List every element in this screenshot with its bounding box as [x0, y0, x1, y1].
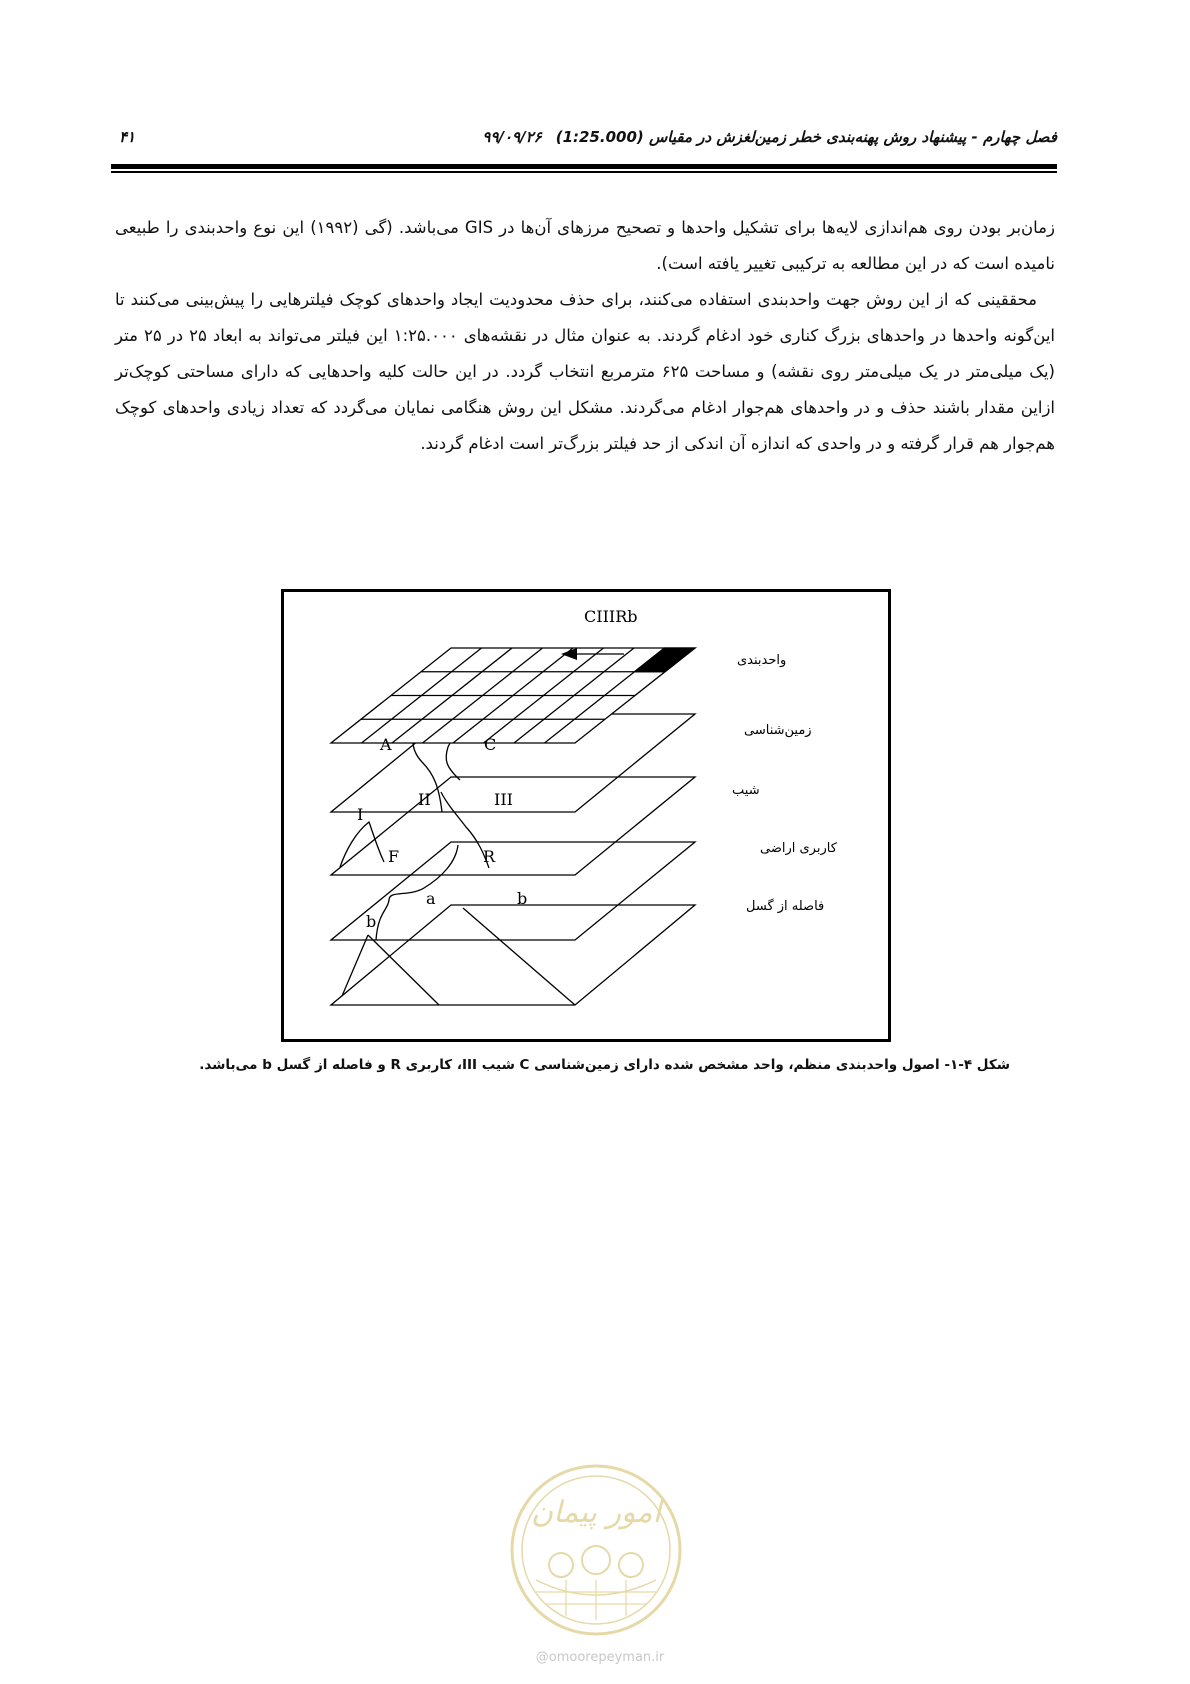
unit-label-A: A: [380, 735, 392, 754]
unit-label-b-left: b: [366, 912, 377, 931]
header-date: ۹۹/۰۹/۲۶: [482, 128, 542, 146]
fault-line-1: [368, 935, 439, 1005]
layer-label-geology: زمین‌شناسی: [744, 723, 812, 738]
unit-label-a: a: [426, 889, 436, 908]
layer-label-units: واحدبندی: [737, 653, 787, 668]
figure-caption: شکل ۴-۱- اصول واحدبندی منظم، واحد مشخص شده دارای زمین‌شناسی C شیب III، کاربری R و فاصله از گسل b می‌باشد.: [199, 1057, 1010, 1073]
paragraph-2: محققینی که از این روش جهت واحدبندی استفاده می‌کنند، برای حذف محدودیت ایجاد واحدهای کوچک فیلترهایی را پیش‌بینی می‌کنند تا این‌گونه واحدها در واحدهای بزرگ کناری خود ادغام گردند. به عنوان مثال در نقشه‌های ۱:۲۵.۰۰۰ این فیلتر می‌تواند به ابعاد ۲۵ در ۲۵ متر (یک میلی‌متر در یک میلی‌متر روی نقشه) و مساحت ۶۲۵ مترمربع انتخاب گردد. در این حالت کلیه واحدهایی که دارای مساحتی کوچک‌تر ازاین مقدار باشند حذف و در واحدهای هم‌جوار ادغام می‌گردند. مشکل این روش هنگامی نمایان می‌گردد که تعداد زیادی واحدهای کوچک هم‌جوار هم قرار گرفته و در واحدی که اندازه آن اندکی از حد فیلتر بزرگ‌تر است ادغام گردند.: [115, 290, 1055, 453]
unit-label-C: C: [484, 735, 497, 754]
fault-layer-plane: [331, 905, 695, 1005]
slope-layer-plane: [331, 777, 695, 875]
layer-label-landuse: کاربری اراضی: [760, 841, 837, 856]
unit-label-F: F: [388, 847, 400, 866]
page-header: [111, 128, 1057, 158]
paragraph-1: زمان‌بر بودن روی هم‌اندازی لایه‌ها برای تشکیل واحدها و تصحیح مرزهای آن‌ها در GIS می‌باشد. (گی (۱۹۹۲) این نوع واحدبندی را طبیعی نامیده است که در این مطالعه به ترکیبی تغییر یافته است).: [115, 218, 1055, 273]
slope-boundary-2: [441, 792, 489, 868]
fault-line-3: [463, 908, 575, 1005]
header-rule-thick: [111, 164, 1057, 169]
slope-boundary-1: [340, 822, 384, 867]
layer-label-fault: فاصله از گسل: [746, 899, 825, 914]
fault-line-2: [342, 935, 368, 996]
figure-frame: [281, 589, 891, 1042]
landuse-layer-plane: [331, 842, 695, 940]
watermark-url: @omoorepeyman.ir: [535, 1650, 665, 1665]
watermark-logo: [506, 1460, 686, 1640]
layer-diagram: [284, 592, 888, 1039]
unit-label-b-right: b: [517, 889, 528, 908]
chapter-title: [482, 128, 1057, 146]
unit-label-III: III: [494, 790, 513, 809]
watermark-logo-text: امور پیمان: [531, 1495, 661, 1530]
unit-label-R: R: [483, 847, 496, 866]
unit-label-II: II: [418, 790, 431, 809]
body-text: [115, 210, 1055, 462]
page-number: ۴۱: [119, 128, 136, 146]
chapter-title-text: فصل چهارم - پیشنهاد روش پهنه‌بندی خطر زمین‌لغزش در مقیاس (1:25.000): [555, 128, 1057, 146]
header-rule-thin: [111, 171, 1057, 173]
top-label: CIIIRb: [584, 607, 638, 626]
layer-label-slope: شیب: [732, 783, 760, 798]
unit-label-I: I: [357, 805, 364, 824]
